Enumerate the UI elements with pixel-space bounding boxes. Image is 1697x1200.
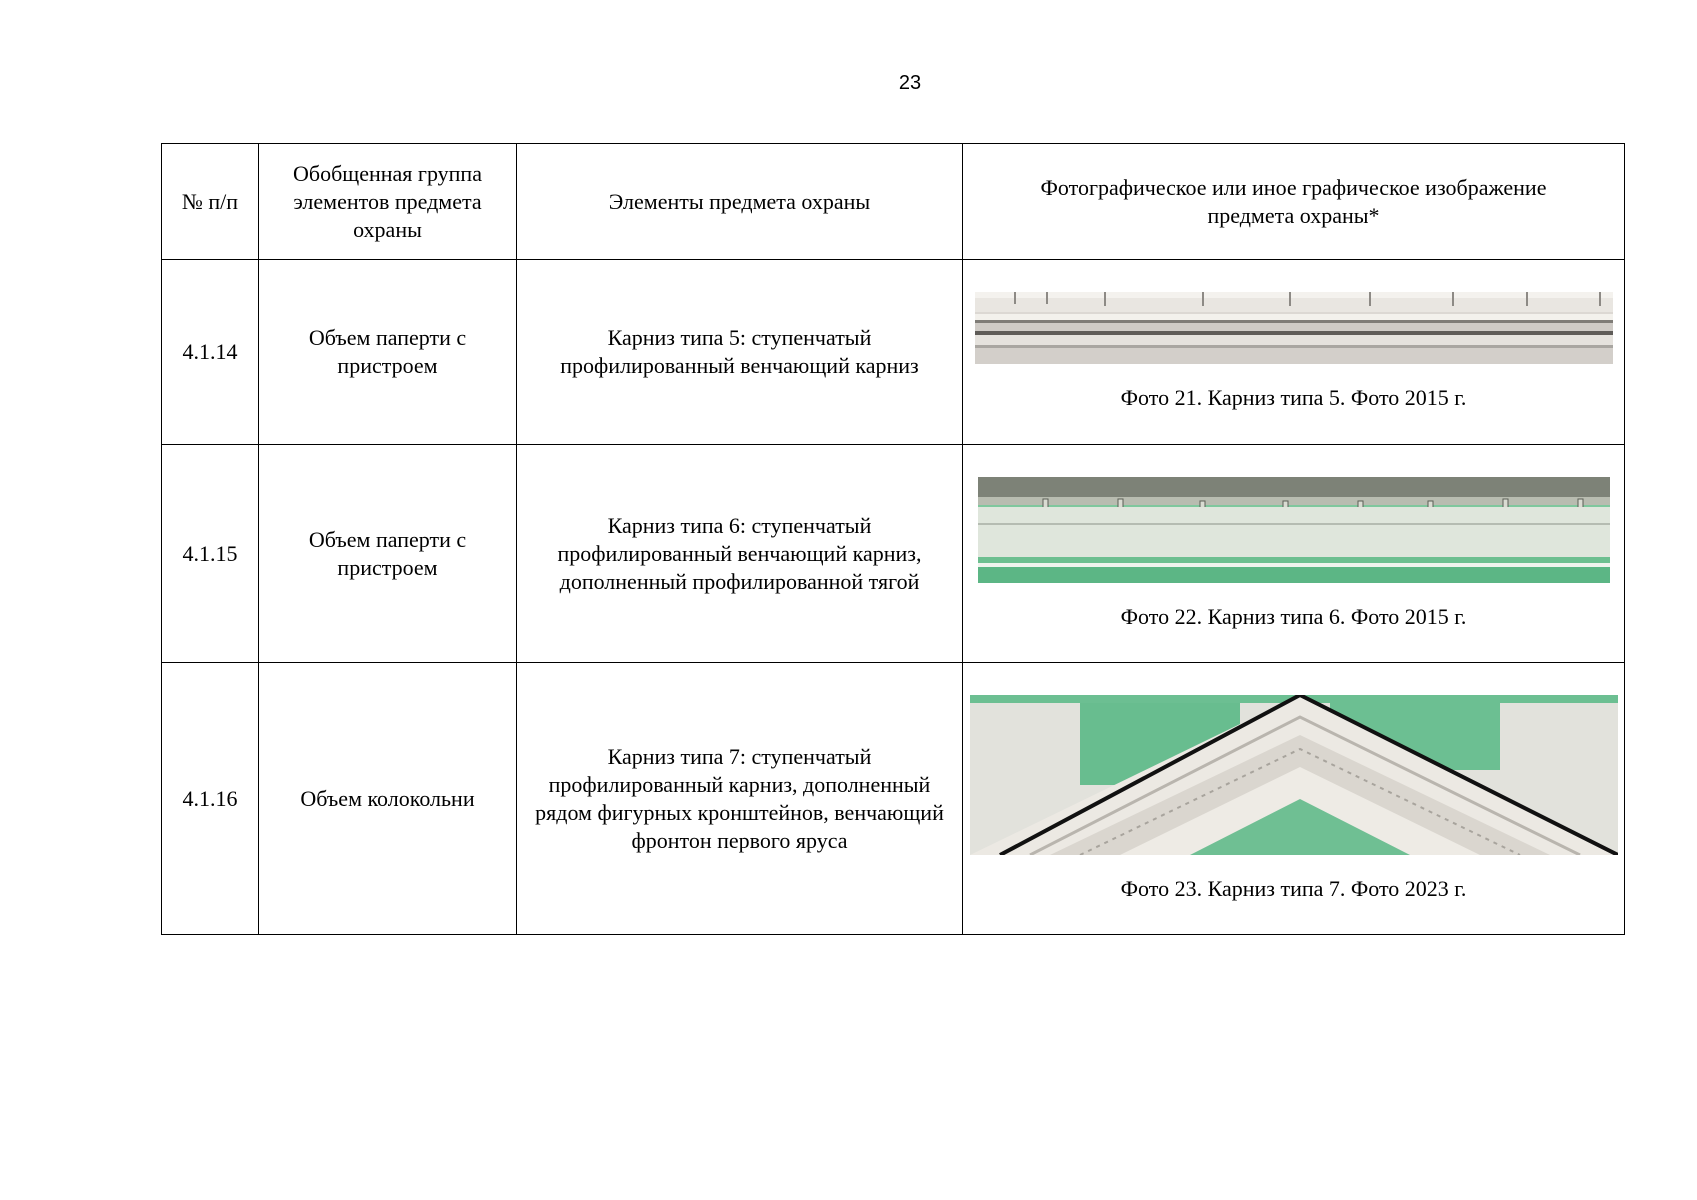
photo-caption: Фото 23. Карниз типа 7. Фото 2023 г. (1120, 875, 1467, 901)
cornice-type-7-pediment-photo (970, 695, 1618, 855)
table-row (162, 663, 1625, 935)
row-image-cell (963, 260, 1625, 445)
row-number: 4.1.14 (162, 260, 259, 445)
cornice-type-5-photo (975, 292, 1613, 364)
row-group: Объем колокольни (259, 663, 517, 935)
row-number: 4.1.16 (162, 663, 259, 935)
row-element: Карниз типа 7: ступенчатый профилированный карниз, дополненный рядом фигурных кронштейнов, венчающий фронтон первого яруса (517, 663, 963, 935)
row-number: 4.1.15 (162, 445, 259, 663)
cornice-type-6-photo (978, 477, 1610, 583)
table-row (162, 445, 1625, 663)
header-number: № п/п (162, 144, 259, 260)
table-header-row (162, 144, 1625, 260)
header-elements: Элементы предмета охраны (517, 144, 963, 260)
row-group: Объем паперти с пристроем (259, 445, 517, 663)
header-image: Фотографическое или иное графическое изображение предмета охраны* (963, 144, 1625, 260)
row-element: Карниз типа 5: ступенчатый профилированный венчающий карниз (517, 260, 963, 445)
photo-caption: Фото 22. Карниз типа 6. Фото 2015 г. (1120, 603, 1467, 629)
photo-caption: Фото 21. Карниз типа 5. Фото 2015 г. (1120, 385, 1467, 410)
protection-subject-table (161, 143, 1625, 935)
row-group: Объем паперти с пристроем (259, 260, 517, 445)
row-element: Карниз типа 6: ступенчатый профилированный венчающий карниз, дополненный профилированной тягой (517, 445, 963, 663)
header-group: Обобщенная группа элементов предмета охраны (259, 144, 517, 260)
table-row (162, 260, 1625, 445)
page-number: 23 (898, 72, 922, 94)
row-image-cell (963, 445, 1625, 663)
row-image-cell (963, 663, 1625, 935)
